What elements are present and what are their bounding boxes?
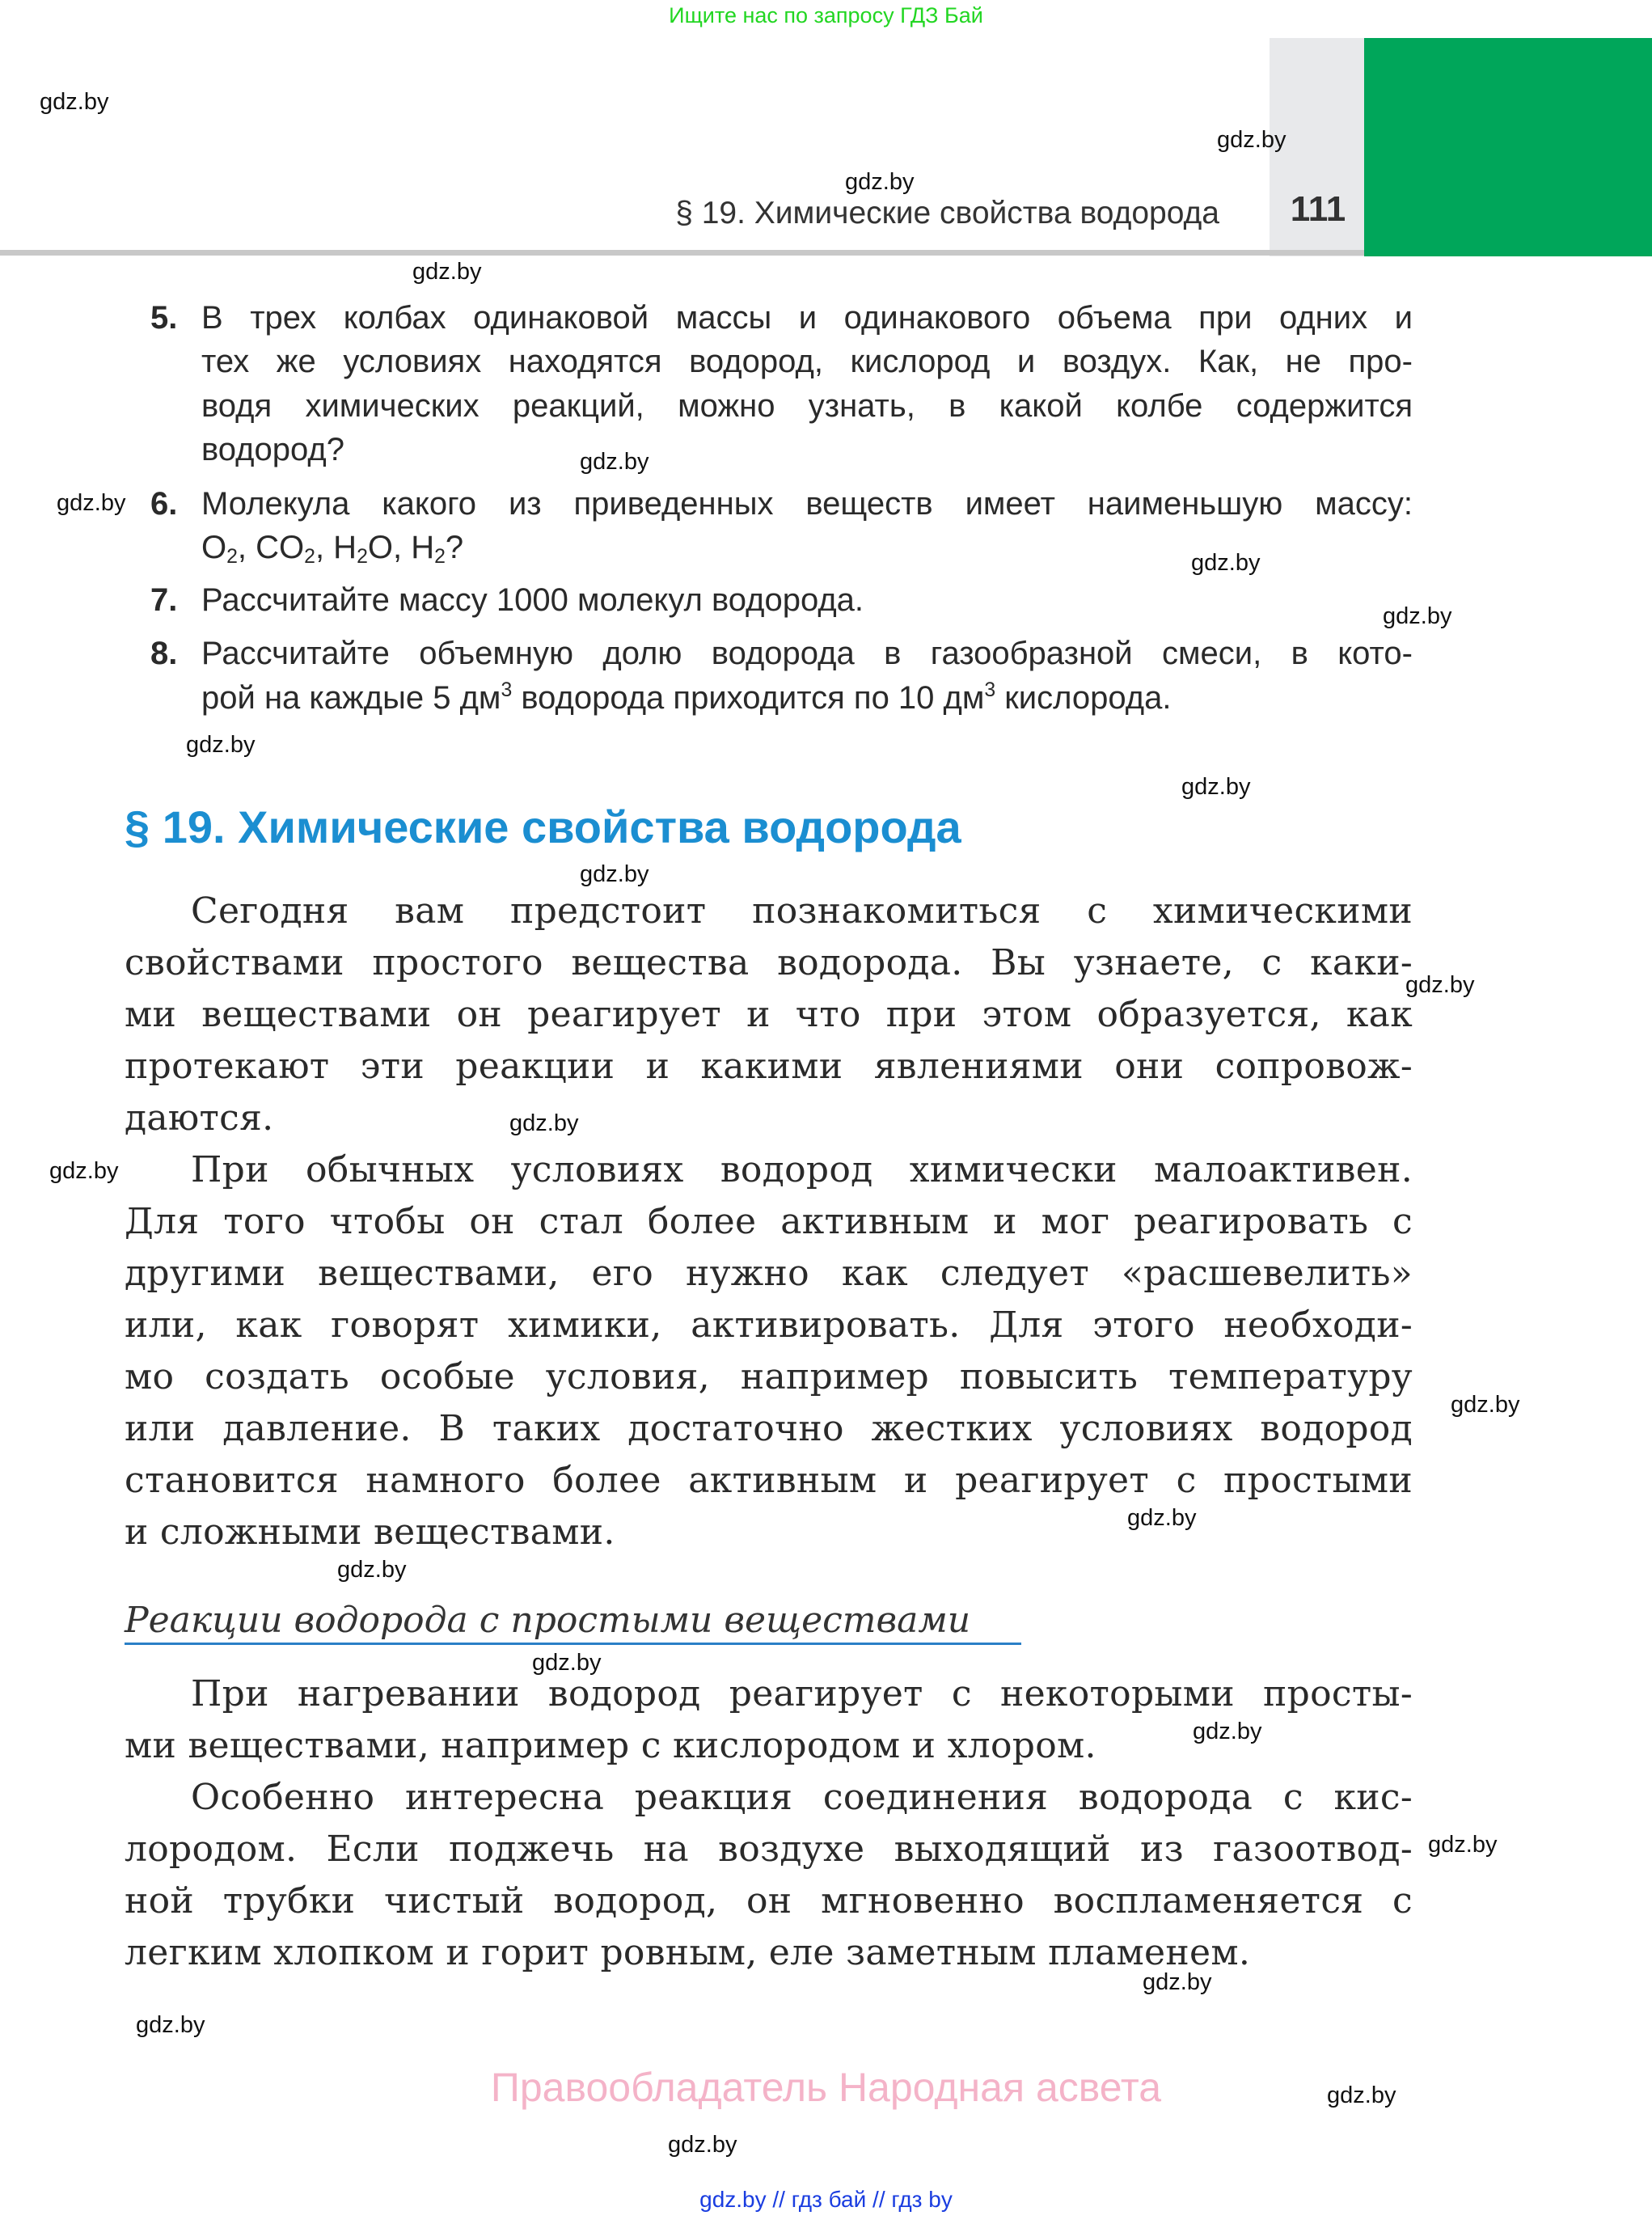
question-number: 8. [150,636,178,671]
watermark-text: gdz.by [1191,550,1261,576]
watermark-text: gdz.by [1127,1505,1197,1531]
watermark-text: gdz.by [40,89,109,115]
watermark-text: gdz.by [1327,2082,1396,2108]
question-text-line: $O_2$, $CO_2$, $H_2O$, $H_2$? [201,530,464,569]
watermark-text: gdz.by [1217,127,1287,153]
watermark-text: gdz.by [337,1557,407,1583]
paragraph-line: мо создать особые условия, например повысить температуру [125,1356,1413,1397]
watermark-text: gdz.by [1193,1719,1262,1744]
paragraph-line: и сложными веществами. [125,1512,615,1553]
question-text-line: тех же условиях находятся водород, кислород и воздух. Как, не про- [201,344,1413,379]
watermark-text: gdz.by [136,2012,205,2038]
watermark-text: gdz.by [1451,1392,1520,1418]
paragraph-line: При нагревании водород реагирует с некоторыми просты- [191,1673,1413,1715]
question-text-line: Молекула какого из приведенных веществ имеет наименьшую массу: [201,486,1413,522]
subsection-heading: Реакции водорода с простыми веществами [125,1600,1021,1645]
question-text-line: В трех колбах одинаковой массы и одинакового объема при одних и [201,300,1413,336]
watermark-text: gdz.by [1181,774,1251,800]
question-text-line: водя химических реакций, можно узнать, в какой колбе содержится [201,388,1413,424]
paragraph-line: даются. [125,1097,274,1139]
watermark-text: gdz.by [1428,1832,1498,1858]
copyright-notice: Правообладатель Народная асвета [490,2065,1162,2110]
watermark-text: gdz.by [532,1650,602,1676]
chapter-color-tab [1364,38,1652,256]
paragraph-line: При обычных условиях водород химически малоактивен. [191,1149,1413,1190]
question-text-line: водород? [201,432,344,467]
question-number: 5. [150,300,178,336]
watermark-text: gdz.by [509,1110,579,1136]
watermark-text: gdz.by [845,169,915,195]
paragraph-line: ной трубки чистый водород, он мгновенно воспламеняется с [125,1880,1413,1922]
subscript: 2 [434,546,446,569]
subscript: 2 [304,546,315,569]
subscript: 2 [357,546,368,569]
paragraph-line: другими веществами, его нужно как следует «расшевелить» [125,1253,1413,1294]
paragraph-line: ми веществами, например с кислородом и хлором. [125,1725,1096,1766]
question-number: 7. [150,582,178,618]
watermark-text: gdz.by [1143,1969,1212,1995]
watermark-text: gdz.by [186,732,256,758]
running-title: § 19. Химические свойства водорода [675,196,1219,230]
question-text-line: рой на каждые 5 $дм^3$ водорода приходится по 10 $дм^3$ кислорода. [201,679,1172,716]
search-banner: Ищите нас по запросу ГДЗ Бай [669,3,983,27]
section-heading: § 19. Химические свойства водорода [125,801,961,852]
paragraph-line: свойствами простого вещества водорода. Вы узнаете, с каки- [125,942,1413,983]
paragraph-line: Для того чтобы он стал более активным и мог реагировать с [125,1201,1413,1242]
watermark-text: gdz.by [580,449,649,475]
question-text-line: Рассчитайте массу 1000 молекул водорода. [201,582,864,618]
footer-links[interactable]: gdz.by // гдз бай // гдз by [699,2187,953,2212]
watermark-text: gdz.by [580,861,649,887]
watermark-text: gdz.by [49,1158,119,1184]
paragraph-line: протекают эти реакции и какими явлениями они сопровож- [125,1046,1413,1087]
page-number: 111 [1290,189,1346,229]
watermark-text: gdz.by [57,490,126,516]
paragraph-line: лородом. Если поджечь на воздухе выходящий из газоотвод- [125,1829,1413,1870]
watermark-text: gdz.by [668,2132,737,2158]
subscript: 2 [226,546,238,569]
superscript: 3 [501,679,513,702]
paragraph-line: или давление. В таких достаточно жестких условиях водород [125,1408,1413,1449]
paragraph-line: становится намного более активным и реагирует с простыми [125,1460,1413,1501]
paragraph-line: Сегодня вам предстоит познакомиться с химическими [191,890,1413,932]
paragraph-line: Особенно интересна реакция соединения водорода с кис- [191,1777,1413,1818]
watermark-text: gdz.by [412,259,482,285]
watermark-text: gdz.by [1383,603,1452,629]
question-text-line: Рассчитайте объемную долю водорода в газообразной смеси, в кото- [201,636,1413,671]
paragraph-line: легким хлопком и горит ровным, еле заметным пламенем. [125,1932,1251,1973]
paragraph-line: или, как говорят химики, активировать. Для этого необходи- [125,1304,1413,1346]
paragraph-line: ми веществами он реагирует и что при этом образуется, как [125,994,1413,1035]
question-number: 6. [150,486,178,522]
header-divider [0,250,1364,256]
watermark-text: gdz.by [1405,972,1475,998]
superscript: 3 [984,679,996,702]
